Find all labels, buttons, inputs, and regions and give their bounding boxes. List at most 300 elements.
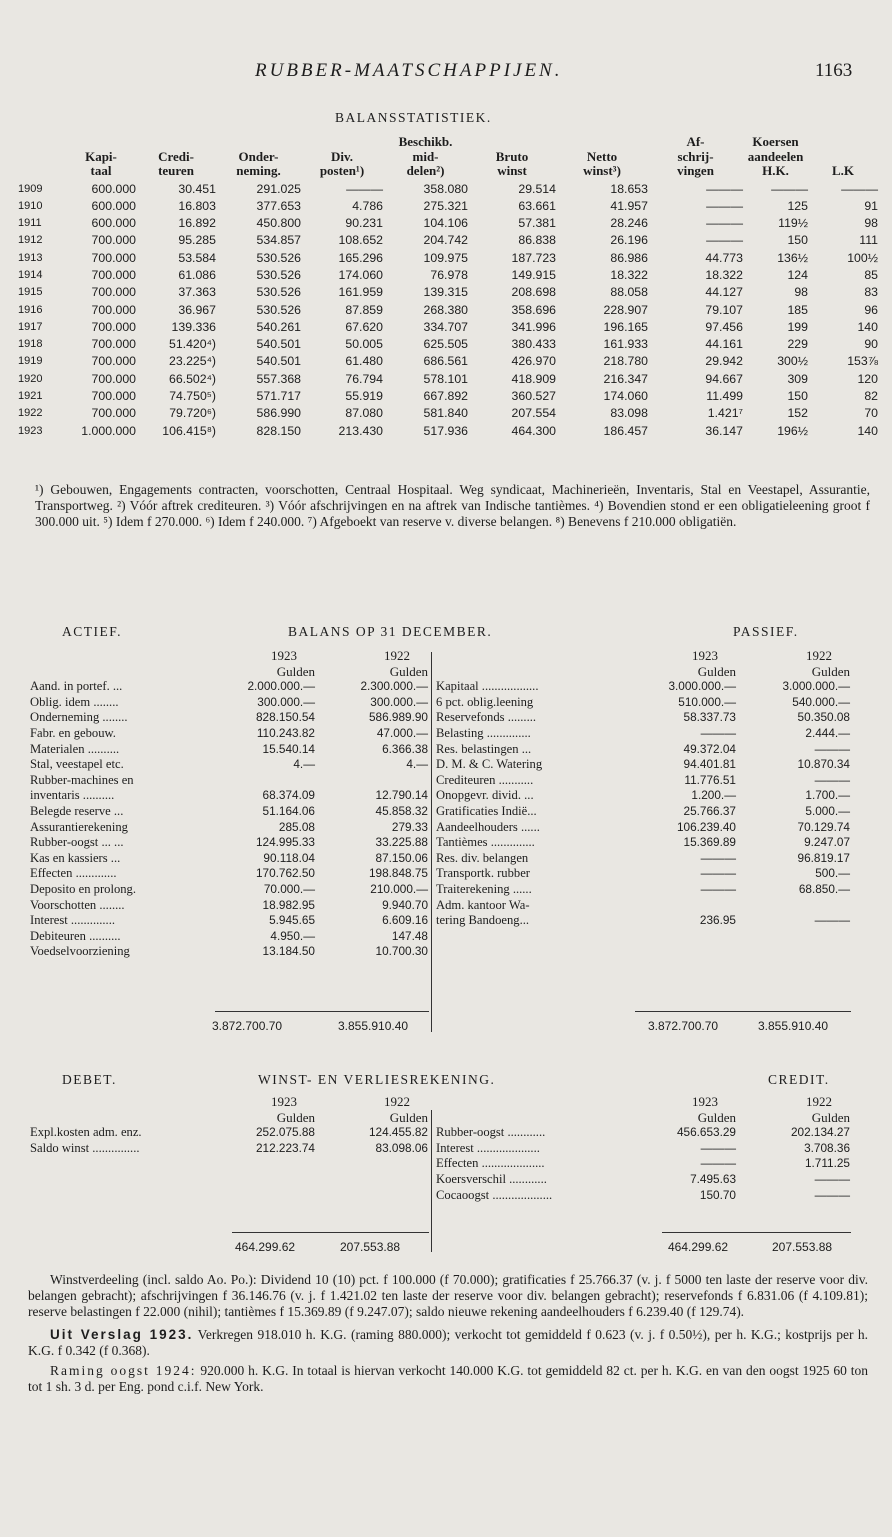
unit-b: Gulden: [389, 663, 428, 679]
stats-row: [18, 215, 878, 232]
ledger-value-1923: 300.000.—: [257, 694, 315, 709]
stats-cell: 140: [857, 319, 878, 334]
ledger-label: 6 pct. oblig.leening: [436, 694, 534, 709]
passief-row: [436, 820, 850, 836]
actief-row: [30, 804, 428, 820]
stats-cell: 360.527: [511, 389, 556, 404]
ledger-value-1923: 7.495.63: [690, 1171, 736, 1186]
actief-row: [30, 944, 428, 960]
ledger-value-1923: ———: [700, 881, 736, 896]
passief-row: [436, 804, 850, 820]
passief-row: [436, 695, 850, 711]
passief-row: [436, 788, 850, 804]
passief-row: [436, 710, 850, 726]
ledger-label: Rubber-oogst ... ...: [30, 835, 124, 850]
ledger-value-1922: 45.858.32: [375, 803, 428, 818]
ledger-label: Rubber-oogst ............: [436, 1125, 546, 1140]
stats-cell: 530.526: [256, 250, 301, 265]
stats-cell: 700.000: [91, 354, 136, 369]
stats-cell: 98: [794, 285, 808, 300]
annual-report-paragraph: [28, 1327, 868, 1359]
ledger-label: Assurantierekening: [30, 819, 128, 834]
actief-row: [30, 726, 428, 742]
ledger-label: Aandeelhouders ......: [436, 819, 540, 834]
stats-cell: 530.526: [256, 285, 301, 300]
ledger-value-1923: ———: [700, 1140, 736, 1155]
total-rule-left: [215, 1011, 429, 1012]
stats-row: [18, 405, 878, 422]
stats-cell: 97.456: [705, 319, 743, 334]
stats-cell: 119½: [778, 216, 808, 231]
stats-cell: 82: [864, 389, 878, 404]
stats-cell: 140: [857, 423, 878, 438]
stats-cell: 18.653: [610, 181, 648, 196]
passief-row: [436, 882, 850, 898]
stats-cell: 218.780: [603, 354, 648, 369]
actief-row: [30, 866, 428, 882]
stats-year: 1913: [18, 251, 43, 264]
ledger-value-1922: 279.33: [391, 819, 428, 834]
stats-cell: 28.246: [610, 216, 648, 231]
harvest-body: 920.000 h. K.G. In totaal is hiervan verkocht 140.000 K.G. tot gemiddeld 82 ct. per h. K.G. en van den oogst 1925 60 ton tot 1 sh. 3 d. per Eng. pond c.i.f. New York.: [28, 1363, 868, 1395]
ledger-label: Reservefonds .........: [436, 710, 537, 725]
stats-cell: 208.698: [511, 285, 556, 300]
ledger-value-1923: 252.075.88: [255, 1125, 315, 1140]
stats-cell: ———: [706, 216, 743, 231]
ledger-value-1923: 4.950.—: [270, 928, 315, 943]
stats-cell: 540.261: [256, 319, 301, 334]
harvest-lead: Raming oogst 1924:: [50, 1363, 197, 1379]
stats-cell: 44.161: [705, 337, 743, 352]
ledger-value-1923: 150.70: [699, 1187, 736, 1202]
stats-cell: 700.000: [91, 406, 136, 421]
stats-column-header: Div. posten¹): [319, 148, 365, 178]
stats-cell: ———: [706, 181, 743, 196]
ledger-value-1922: 540.000.—: [792, 694, 850, 709]
stats-cell: 700.000: [91, 371, 136, 386]
stats-cell: 377.653: [256, 198, 301, 213]
stats-cell: 125: [787, 198, 808, 213]
unit-a: Gulden: [276, 663, 315, 679]
ledger-label: Onderneming ........: [30, 710, 128, 725]
stats-cell: 41.957: [610, 198, 648, 213]
ledger-label: Res. div. belangen: [436, 850, 529, 865]
stats-cell: 149.915: [511, 267, 556, 282]
stats-cell: 667.892: [423, 389, 468, 404]
ledger-value-1922: 147.48: [391, 928, 428, 943]
stats-cell: 534.857: [256, 233, 301, 248]
stats-row: [18, 198, 878, 215]
ledger-value-1923: ———: [700, 850, 736, 865]
stats-cell: 70: [864, 406, 878, 421]
stats-cell: 87.080: [345, 406, 383, 421]
ledger-label: Transportk. rubber: [436, 866, 530, 881]
stats-cell: 207.554: [511, 406, 556, 421]
ledger-value-1922: 83.098.06: [375, 1140, 428, 1155]
debet-total-1923: 464.299.62: [235, 1240, 296, 1254]
stats-cell: 106.415⁸): [162, 423, 216, 438]
actief-row: [30, 929, 428, 945]
unit-a: Gulden: [697, 663, 736, 679]
pl-title: WINST- EN VERLIESREKENING.: [258, 1072, 496, 1087]
ledger-value-1923: 18.982.95: [262, 897, 315, 912]
stats-cell: 63.661: [518, 198, 556, 213]
passief-row: [436, 773, 850, 789]
stats-cell: 300½: [777, 354, 808, 369]
ledger-value-1922: 87.150.06: [375, 850, 428, 865]
debet-table: [30, 1094, 428, 1156]
passief-row: [436, 757, 850, 773]
stats-cell: 86.838: [518, 233, 556, 248]
ledger-label: D. M. & C. Watering: [436, 757, 543, 772]
credit-row: [436, 1141, 850, 1157]
passief-row: [436, 742, 850, 758]
stats-cell: 152: [787, 406, 808, 421]
stats-cell: 95.285: [178, 233, 216, 248]
ledger-label: Voorschotten ........: [30, 897, 125, 912]
actief-row: [30, 710, 428, 726]
stats-cell: 581.840: [423, 406, 468, 421]
credit-row: [436, 1172, 850, 1188]
ledger-value-1923: 828.150.54: [255, 710, 315, 725]
year-a: 1923: [692, 1094, 718, 1109]
stats-cell: 85: [864, 267, 878, 282]
stats-cell: 83.098: [610, 406, 648, 421]
stats-cell: 96: [864, 302, 878, 317]
column-divider: [431, 652, 432, 1032]
stats-cell: 700.000: [91, 302, 136, 317]
stats-cell: 165.296: [338, 250, 383, 265]
passief-total-1923: 3.872.700.70: [648, 1019, 719, 1033]
stats-row: [18, 371, 878, 388]
stats-column-header: Netto winst³): [583, 148, 621, 178]
ledger-value-1923: 11.776.51: [684, 772, 736, 787]
stats-cell: 700.000: [91, 250, 136, 265]
ledger-value-1922: 5.000.—: [805, 803, 850, 818]
stats-cell: 571.717: [256, 389, 301, 404]
unit-a: Gulden: [276, 1109, 315, 1125]
stats-cell: 44.773: [705, 250, 743, 265]
stats-year: 1916: [18, 303, 43, 316]
stats-cell: 196.165: [603, 319, 648, 334]
ledger-value-1923: ———: [700, 725, 736, 740]
actief-row: [30, 835, 428, 851]
stats-cell: ———: [841, 181, 878, 196]
ledger-value-1922: 500.—: [815, 866, 850, 881]
unit-b: Gulden: [389, 1109, 428, 1125]
actief-row: [30, 898, 428, 914]
stats-cell: 540.501: [256, 337, 301, 352]
stats-cell: 88.058: [610, 285, 648, 300]
stats-cell: 186.457: [603, 423, 648, 438]
ledger-value-1922: 6.366.38: [382, 741, 428, 756]
stats-cell: 76.794: [345, 371, 383, 386]
actief-row: [30, 742, 428, 758]
ledger-value-1923: 90.118.04: [263, 850, 315, 865]
actief-row: [30, 695, 428, 711]
stats-cell: 44.127: [705, 285, 743, 300]
stats-year: 1923: [18, 424, 43, 437]
stats-year: 1918: [18, 338, 43, 351]
stats-year: 1915: [18, 286, 43, 299]
stats-cell: 1.000.000: [81, 423, 136, 438]
stats-cell: 196½: [777, 423, 808, 438]
ledger-value-1922: 124.455.82: [368, 1125, 428, 1140]
credit-total-1922: 207.553.88: [772, 1240, 833, 1254]
ledger-label: Traiterekening ......: [436, 881, 532, 896]
stats-year: 1917: [18, 320, 43, 333]
stats-cell: 700.000: [91, 337, 136, 352]
report-body: Verkregen 918.010 h. K.G. (raming 880.000); verkocht tot gemiddeld f 0.623 (v. j. f 0.50½), per h. K.G.; kostprijs per h. K.G. f 0.342 (f 0.368).: [28, 1326, 868, 1358]
ledger-value-1922: ———: [814, 1171, 850, 1186]
actief-row: [30, 679, 428, 695]
actief-row: [30, 913, 428, 929]
total-rule-right: [635, 1011, 851, 1012]
ledger-value-1923: 285.08: [278, 819, 315, 834]
year-b: 1922: [384, 648, 410, 663]
stats-row: [18, 250, 878, 267]
ledger-value-1922: 12.790.14: [375, 788, 428, 803]
actief-row: [30, 773, 428, 789]
stats-cell: 90: [864, 337, 878, 352]
stats-cell: 4.786: [352, 198, 383, 213]
stats-cell: 98: [864, 216, 878, 231]
report-text: [28, 1272, 868, 1399]
stats-cell: 464.300: [511, 423, 556, 438]
stats-cell: 530.526: [256, 302, 301, 317]
balance-statistics-table: [18, 135, 878, 440]
ledger-value-1923: 212.223.74: [255, 1140, 315, 1155]
actief-row: [30, 820, 428, 836]
stats-cell: ———: [771, 181, 808, 196]
stats-cell: 185: [787, 302, 808, 317]
ledger-label: Fabr. en gebouw.: [30, 725, 116, 740]
stats-cell: 36.147: [705, 423, 743, 438]
ledger-value-1922: 68.850.—: [798, 881, 850, 896]
ledger-label: Belegde reserve ...: [30, 803, 124, 818]
ledger-label: Effecten ....................: [436, 1156, 545, 1171]
ledger-value-1922: 300.000.—: [370, 694, 428, 709]
ledger-label: Belasting ..............: [436, 725, 531, 740]
stats-cell: 11.499: [706, 389, 743, 404]
stats-cell: 111: [859, 233, 878, 248]
ledger-value-1922: 10.700.30: [375, 944, 428, 959]
stats-cell: 426.970: [511, 354, 556, 369]
passief-row: [436, 866, 850, 882]
stats-cell: 50.005: [345, 337, 383, 352]
ledger-label: Oblig. idem ........: [30, 694, 119, 709]
stats-cell: 26.196: [610, 233, 648, 248]
harvest-estimate-paragraph: [28, 1363, 868, 1395]
passief-heading: PASSIEF.: [733, 624, 799, 639]
stats-column-header: Koersen aandeelen H.K.: [747, 134, 804, 178]
stats-title: BALANSSTATISTIEK.: [335, 110, 492, 125]
ledger-label: Gratificaties Indië...: [436, 803, 537, 818]
ledger-label: Koersverschil ............: [436, 1171, 547, 1186]
ledger-value-1922: 1.711.25: [804, 1156, 850, 1171]
stats-year: 1912: [18, 234, 43, 247]
actief-row: [30, 882, 428, 898]
stats-cell: 109.975: [423, 250, 468, 265]
stats-column-header: Beschikb. mid- delen²): [398, 134, 453, 178]
passief-row: [436, 679, 850, 695]
credit-row: [436, 1156, 850, 1172]
stats-cell: 540.501: [256, 354, 301, 369]
ledger-value-1922: 198.848.75: [368, 866, 428, 881]
stats-cell: 700.000: [91, 389, 136, 404]
report-lead: Uit Verslag 1923.: [50, 1326, 194, 1342]
ledger-value-1922: 4.—: [406, 757, 428, 772]
stats-cell: 700.000: [91, 319, 136, 334]
stats-cell: 600.000: [91, 198, 136, 213]
stats-row: [18, 284, 878, 301]
stats-cell: 16.892: [178, 216, 216, 231]
stats-row: [18, 232, 878, 249]
ledger-label: Tantièmes ..............: [436, 835, 535, 850]
actief-table: [30, 648, 428, 960]
stats-cell: 700.000: [91, 233, 136, 248]
ledger-value-1923: 15.540.14: [262, 741, 315, 756]
stats-column-header: L.K: [831, 163, 855, 178]
stats-cell: 90.231: [345, 216, 383, 231]
actief-row: [30, 757, 428, 773]
stats-row: [18, 388, 878, 405]
ledger-value-1923: 510.000.—: [678, 694, 736, 709]
stats-year: 1909: [18, 182, 43, 195]
actief-heading: ACTIEF.: [62, 624, 123, 639]
actief-total-1923: 3.872.700.70: [212, 1019, 283, 1033]
ledger-value-1922: 6.609.16: [382, 913, 428, 928]
credit-row: [436, 1188, 850, 1204]
ledger-value-1922: 1.700.—: [805, 788, 850, 803]
stats-cell: 79.720⁶): [169, 406, 216, 421]
stats-cell: 51.420⁴): [169, 337, 216, 352]
ledger-value-1922: [736, 898, 850, 914]
stats-cell: 37.363: [178, 285, 216, 300]
ledger-label: Expl.kosten adm. enz.: [30, 1125, 142, 1140]
stats-cell: 18.322: [610, 267, 648, 282]
stats-cell: ———: [346, 181, 383, 196]
stats-row: [18, 267, 878, 284]
ledger-value-1922: 10.870.34: [797, 757, 850, 772]
ledger-value-1922: ———: [814, 1187, 850, 1202]
stats-cell: 120: [857, 371, 878, 386]
debet-row: [30, 1141, 428, 1157]
ledger-value-1922: 202.134.27: [790, 1125, 850, 1140]
stats-cell: 108.652: [338, 233, 383, 248]
stats-cell: 124: [787, 267, 808, 282]
stats-cell: 450.800: [256, 216, 301, 231]
ledger-label: inventaris ..........: [30, 788, 115, 803]
stats-column-header: Kapi- taal: [85, 148, 117, 178]
credit-heading: CREDIT.: [768, 1072, 830, 1087]
stats-cell: 76.978: [430, 267, 468, 282]
ledger-label: Interest ....................: [436, 1140, 540, 1155]
stats-cell: 53.584: [178, 250, 216, 265]
ledger-label: Saldo winst ...............: [30, 1140, 140, 1155]
stats-cell: 18.322: [705, 267, 743, 282]
ledger-value-1923: 4.—: [293, 757, 315, 772]
stats-cell: 530.526: [256, 267, 301, 282]
stats-year: 1922: [18, 407, 43, 420]
passief-row: [436, 851, 850, 867]
ledger-label: Effecten .............: [30, 866, 117, 881]
footnotes-text: ¹) Gebouwen, Engagements contracten, voorschotten, Centraal Hospitaal. Weg syndicaat, Machinerieën, Inventaris, Stal en Veestapel, Assurantie, Transportweg. ²) Vóór aftrek crediteuren. ³) Vóór afschrijvingen en na aftrek van Indische tantièmes. ⁴) Bovendien stond er een obligatieleening groot f 300.000 uit. ⁵) Idem f 270.000. ⁶) Idem f 240.000. ⁷) Afgeboekt van reserve v. diverse belangen. ⁸) Benevens f 210.000 obligatiën.: [35, 482, 870, 529]
balance-title: BALANS OP 31 DECEMBER.: [288, 624, 493, 639]
ledger-value-1922: ———: [814, 913, 850, 928]
ledger-value-1922: 70.129.74: [797, 819, 850, 834]
ledger-value-1923: 106.239.40: [676, 819, 736, 834]
stats-cell: 229: [787, 337, 808, 352]
actief-row: [30, 851, 428, 867]
stats-cell: 216.347: [603, 371, 648, 386]
stats-row: [18, 181, 878, 198]
ledger-value-1923: 5.945.65: [269, 913, 315, 928]
stats-row: [18, 353, 878, 370]
stats-cell: 174.060: [603, 389, 648, 404]
ledger-value-1922: ———: [814, 741, 850, 756]
year-b: 1922: [806, 648, 832, 663]
stats-year: 1919: [18, 355, 43, 368]
actief-total-1922: 3.855.910.40: [338, 1019, 409, 1033]
stats-column-header: Bruto winst: [495, 148, 529, 178]
ledger-label: Res. belastingen ...: [436, 741, 532, 756]
ledger-label: Kas en kassiers ...: [30, 850, 121, 865]
stats-cell: 828.150: [256, 423, 301, 438]
stats-cell: 91: [864, 198, 878, 213]
debet-total-1922: 207.553.88: [340, 1240, 401, 1254]
ledger-value-1923: 110.243.82: [256, 725, 315, 740]
stats-cell: 86.986: [610, 250, 648, 265]
stats-cell: 600.000: [91, 181, 136, 196]
ledger-label: Stal, veestapel etc.: [30, 757, 124, 772]
ledger-value-1923: ———: [700, 1156, 736, 1171]
ledger-value-1923: 3.000.000.—: [668, 679, 736, 694]
stats-cell: 204.742: [423, 233, 468, 248]
stats-row: [18, 302, 878, 319]
ledger-label: tering Bandoeng...: [436, 913, 530, 928]
actief-row: [30, 788, 428, 804]
ledger-value-1923: 70.000.—: [263, 881, 315, 896]
passief-row: [436, 726, 850, 742]
ledger-value-1923: 1.200.—: [691, 788, 736, 803]
stats-column-header: Credi- teuren: [158, 148, 194, 178]
stats-cell: 187.723: [511, 250, 556, 265]
ledger-value-1923: 94.401.81: [683, 757, 736, 772]
stats-year: 1920: [18, 372, 43, 385]
stats-cell: 136½: [777, 250, 808, 265]
stats-year: 1921: [18, 390, 43, 403]
ledger-value-1923: 170.762.50: [255, 866, 315, 881]
ledger-value-1923: 68.374.09: [262, 788, 315, 803]
ledger-label: Voedselvoorziening: [30, 944, 130, 959]
ledger-value-1922: 33.225.88: [375, 835, 428, 850]
stats-cell: ———: [706, 198, 743, 213]
stats-cell: 29.942: [705, 354, 743, 369]
debet-heading: DEBET.: [62, 1072, 117, 1087]
ledger-value-1922: 3.708.36: [804, 1140, 850, 1155]
ledger-label: Cocaoogst ...................: [436, 1187, 553, 1202]
stats-cell: 700.000: [91, 267, 136, 282]
stats-cell: 700.000: [91, 285, 136, 300]
ledger-value-1922: 50.350.08: [797, 710, 850, 725]
stats-cell: 341.996: [511, 319, 556, 334]
stats-cell: 161.959: [338, 285, 383, 300]
ledger-value-1923: 236.95: [699, 913, 736, 928]
page-number: 1163: [815, 60, 853, 81]
stats-cell: 213.430: [338, 423, 383, 438]
ledger-label: Debiteuren ..........: [30, 928, 121, 943]
